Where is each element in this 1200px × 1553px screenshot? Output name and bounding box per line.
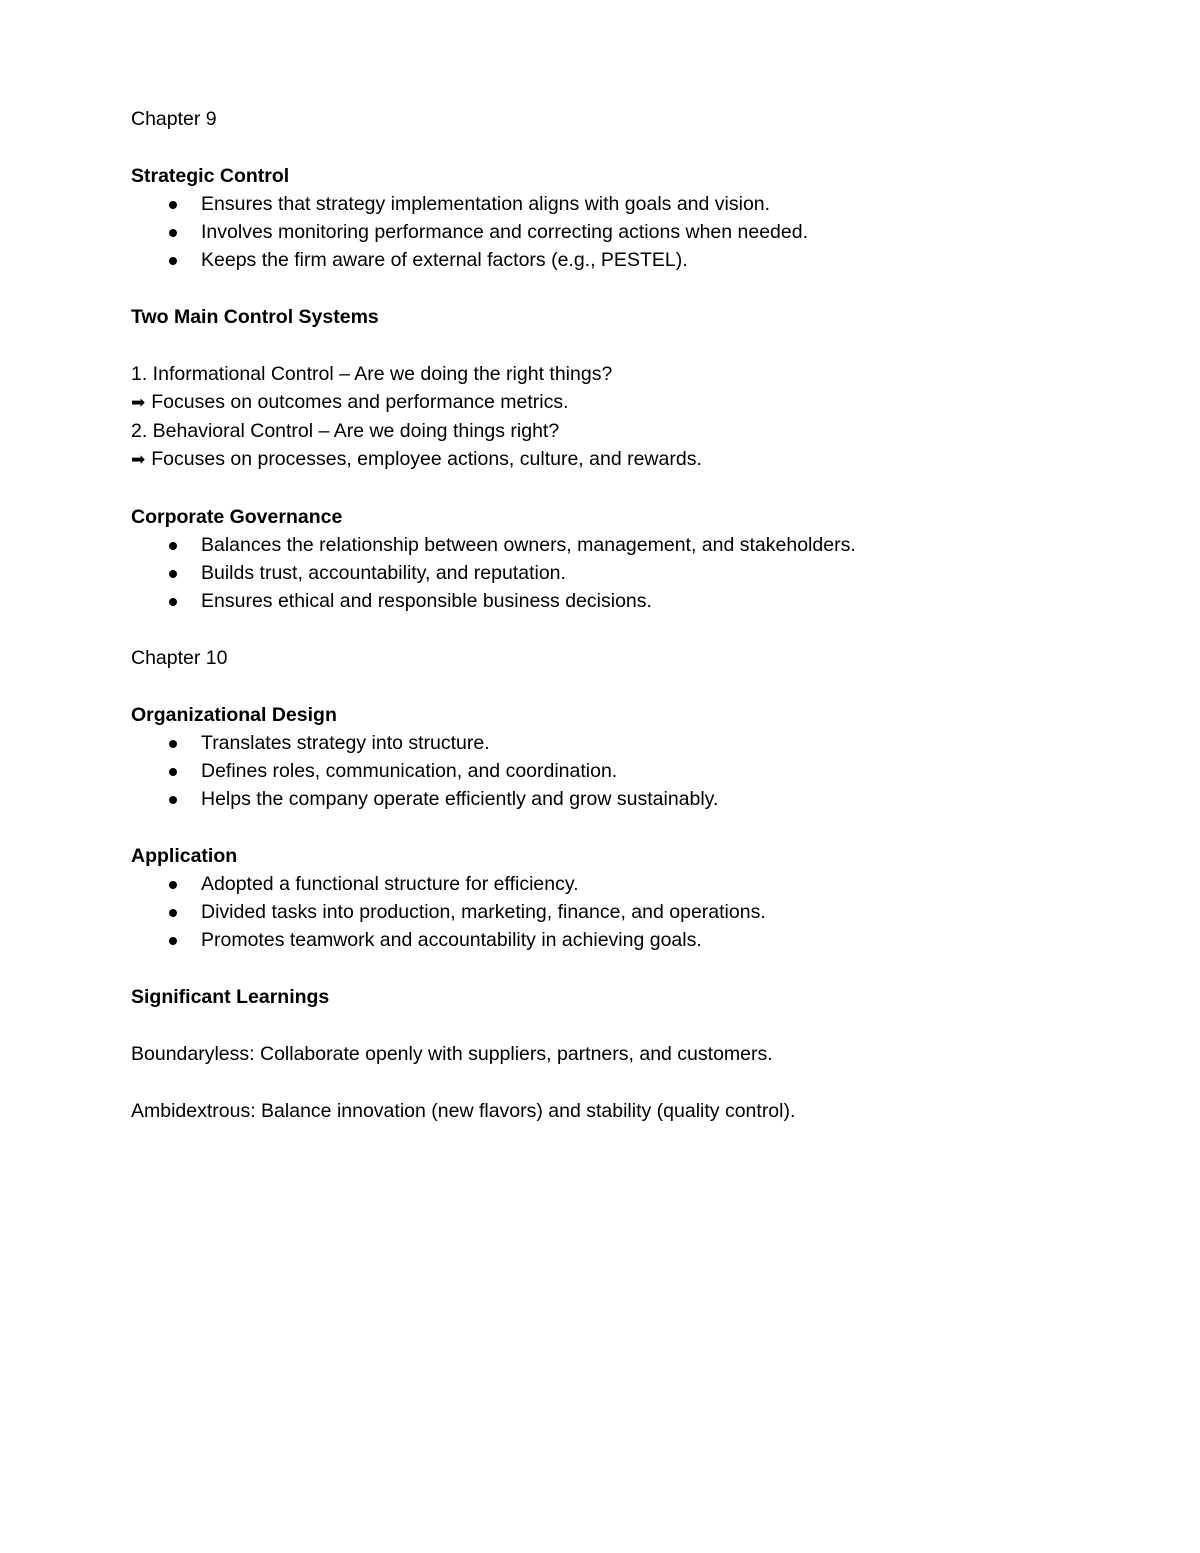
bullet-icon (169, 257, 177, 265)
list-item: Translates strategy into structure. (131, 729, 1091, 757)
significant-learnings-heading: Significant Learnings (131, 986, 330, 1008)
ambidextrous-text: Ambidextrous: Balance innovation (new flavors) and stability (quality control). (131, 1100, 796, 1122)
bullet-icon (169, 909, 177, 917)
arrow-right-icon: ➡ (131, 450, 146, 469)
list-item: Helps the company operate efficiently and grow sustainably. (131, 785, 1091, 813)
list-item: Involves monitoring performance and correcting actions when needed. (131, 218, 1091, 246)
document-page (131, 105, 1091, 1125)
organizational-design-heading: Organizational Design (131, 704, 337, 726)
application-heading: Application (131, 845, 238, 867)
bullet-icon (169, 598, 177, 606)
bullet-icon (169, 796, 177, 804)
bullet-icon (169, 937, 177, 945)
bullet-icon (169, 229, 177, 237)
behavioral-control-line: 2. Behavioral Control – Are we doing things right? (131, 420, 560, 442)
bullet-icon (169, 201, 177, 209)
boundaryless-text: Boundaryless: Collaborate openly with suppliers, partners, and customers. (131, 1043, 773, 1065)
bullet-icon (169, 768, 177, 776)
bullet-icon (169, 542, 177, 550)
control-systems-heading: Two Main Control Systems (131, 306, 379, 328)
bullet-icon (169, 740, 177, 748)
bullet-icon (169, 570, 177, 578)
arrow-right-icon: ➡ (131, 393, 146, 412)
list-item: Defines roles, communication, and coordination. (131, 757, 1091, 785)
informational-control-detail: ➡ Focuses on outcomes and performance metrics. (131, 388, 1091, 417)
behavioral-control-detail: ➡ Focuses on processes, employee actions, culture, and rewards. (131, 445, 1091, 474)
list-item: Ensures that strategy implementation aligns with goals and vision. (131, 190, 1091, 218)
strategic-control-heading: Strategic Control (131, 165, 290, 187)
list-item: Builds trust, accountability, and reputation. (131, 559, 1091, 587)
list-item: Ensures ethical and responsible business decisions. (131, 587, 1091, 615)
list-item: Promotes teamwork and accountability in achieving goals. (131, 926, 1091, 954)
list-item: Divided tasks into production, marketing, finance, and operations. (131, 898, 1091, 926)
chapter-10-title: Chapter 10 (131, 647, 228, 669)
bullet-icon (169, 881, 177, 889)
list-item: Balances the relationship between owners, management, and stakeholders. (131, 531, 1091, 559)
list-item: Adopted a functional structure for efficiency. (131, 870, 1091, 898)
informational-control-line: 1. Informational Control – Are we doing the right things? (131, 363, 613, 385)
corporate-governance-heading: Corporate Governance (131, 506, 343, 528)
chapter-9-title: Chapter 9 (131, 108, 217, 130)
list-item: Keeps the firm aware of external factors (e.g., PESTEL). (131, 246, 1091, 274)
